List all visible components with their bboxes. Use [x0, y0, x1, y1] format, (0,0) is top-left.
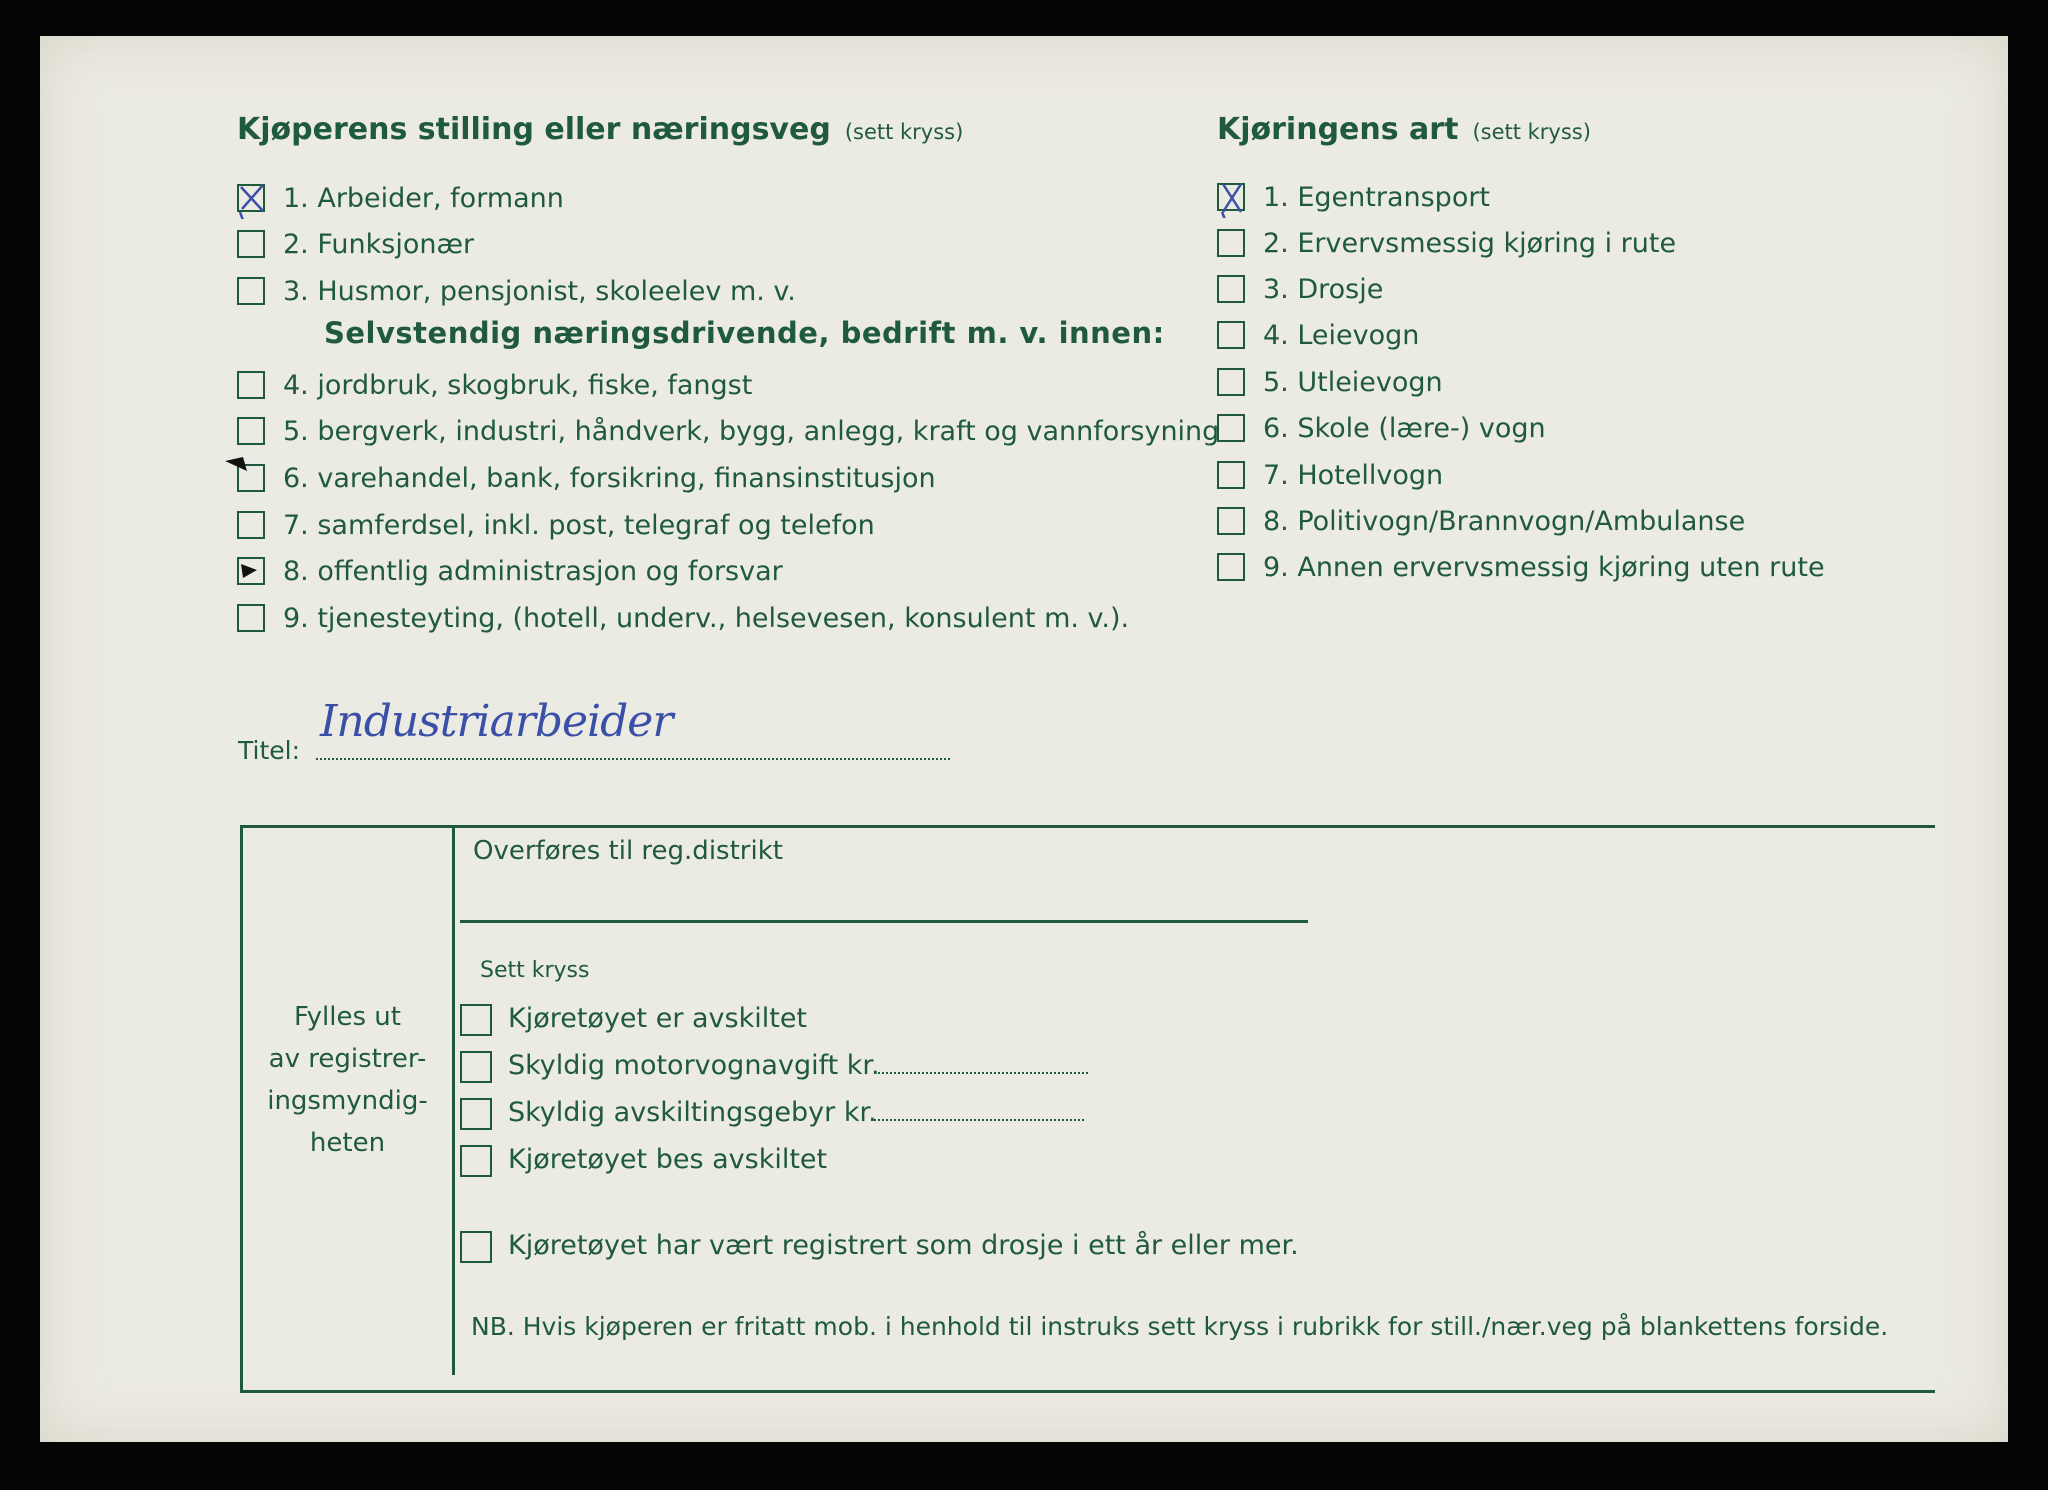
right-item-6-label: 6. Skole (lære-) vogn	[1263, 413, 1546, 444]
checkbox[interactable]	[460, 1145, 492, 1177]
box-divider	[452, 825, 455, 1375]
box-left-border	[240, 825, 243, 1393]
checkbox[interactable]	[1217, 553, 1245, 581]
registry-check-4-label: Kjøretøyet bes avskiltet	[508, 1144, 828, 1175]
left-item-1-label: 1. Arbeider, formann	[283, 183, 564, 214]
registry-check-2-label: Skyldig motorvognavgift kr.	[508, 1050, 880, 1081]
checkbox[interactable]	[1217, 461, 1245, 489]
form-page	[40, 36, 2008, 1442]
titel-handwritten-value[interactable]: Industriarbeider	[320, 696, 673, 747]
right-item-1-label: 1. Egentransport	[1263, 182, 1491, 213]
checkbox[interactable]	[1217, 229, 1245, 257]
side-label-line: ingsmyndig-	[267, 1086, 428, 1116]
right-item-9-label: 9. Annen ervervsmessig kjøring uten rute	[1263, 552, 1825, 583]
registry-side-label	[245, 996, 450, 1164]
right-section-hint: (sett kryss)	[1472, 120, 1591, 144]
checkbox[interactable]	[1217, 368, 1245, 396]
left-item-8-label: 8. offentlig administrasjon og forsvar	[283, 556, 783, 587]
box-bottom-border	[240, 1390, 1935, 1393]
left-section-hint: (sett kryss)	[844, 120, 964, 144]
pen-cross-mark-icon	[235, 179, 269, 219]
right-item-2-label: 2. Ervervsmessig kjøring i rute	[1263, 228, 1677, 259]
registry-check-1-label: Kjøretøyet er avskiltet	[508, 1003, 808, 1034]
box-top-border	[240, 825, 1935, 828]
checkbox[interactable]	[460, 1051, 492, 1083]
right-item-5-label: 5. Utleievogn	[1263, 367, 1443, 398]
self-employed-subheading: Selvstendig næringsdrivende, bedrift m. v. innen:	[324, 316, 1165, 350]
left-section-title	[237, 112, 963, 147]
checkbox[interactable]	[1217, 275, 1245, 303]
checkbox[interactable]	[237, 277, 265, 305]
nb-note: NB. Hvis kjøperen er fritatt mob. i henhold til instruks sett kryss i rubrikk for still./nær.veg på blankettens forside.	[471, 1312, 1889, 1341]
checkbox[interactable]	[237, 604, 265, 632]
right-item-3-label: 3. Drosje	[1263, 274, 1384, 305]
left-item-7-label: 7. samferdsel, inkl. post, telegraf og telefon	[283, 510, 875, 541]
right-section-title-text: Kjøringens art	[1217, 112, 1459, 147]
avskiltingsgebyr-amount-field[interactable]	[874, 1119, 1084, 1121]
drosje-check-label: Kjøretøyet har vært registrert som drosje i ett år eller mer.	[508, 1230, 1299, 1261]
ink-blot-icon	[235, 552, 269, 592]
checkbox[interactable]	[237, 371, 265, 399]
checkbox[interactable]	[460, 1098, 492, 1130]
transfer-label: Overføres til reg.distrikt	[473, 836, 783, 866]
checkbox[interactable]	[1217, 507, 1245, 535]
transfer-input-line[interactable]	[460, 920, 1308, 923]
motorvognavgift-amount-field[interactable]	[878, 1072, 1088, 1074]
pen-cross-mark-icon	[1215, 178, 1249, 218]
titel-dotted-line	[316, 758, 950, 760]
side-label-line: av registrer-	[268, 1044, 427, 1074]
titel-label: Titel:	[238, 736, 300, 765]
left-item-5-label: 5. bergverk, industri, håndverk, bygg, anlegg, kraft og vannforsyning	[283, 416, 1220, 447]
left-item-4-label: 4. jordbruk, skogbruk, fiske, fangst	[283, 370, 753, 401]
registry-check-3-label: Skyldig avskiltingsgebyr kr.	[508, 1097, 877, 1128]
right-item-4-label: 4. Leievogn	[1263, 320, 1420, 351]
checkbox[interactable]	[460, 1004, 492, 1036]
left-section-title-text: Kjøperens stilling eller næringsveg	[237, 112, 831, 147]
checkbox[interactable]	[1217, 414, 1245, 442]
checkbox[interactable]	[237, 230, 265, 258]
left-item-3-label: 3. Husmor, pensjonist, skoleelev m. v.	[283, 276, 796, 307]
side-label-line: Fylles ut	[294, 1002, 401, 1032]
right-item-7-label: 7. Hotellvogn	[1263, 460, 1444, 491]
right-item-8-label: 8. Politivogn/Brannvogn/Ambulanse	[1263, 506, 1746, 537]
sett-kryss-label: Sett kryss	[480, 958, 590, 983]
checkbox[interactable]	[237, 417, 265, 445]
checkbox[interactable]	[237, 511, 265, 539]
ink-blot-icon	[223, 449, 257, 489]
left-item-9-label: 9. tjenesteyting, (hotell, underv., helsevesen, konsulent m. v.).	[283, 603, 1130, 634]
checkbox[interactable]	[460, 1231, 492, 1263]
left-item-2-label: 2. Funksjonær	[283, 229, 475, 260]
checkbox[interactable]	[1217, 321, 1245, 349]
side-label-line: heten	[309, 1128, 386, 1158]
left-item-6-label: 6. varehandel, bank, forsikring, finansinstitusjon	[283, 463, 936, 494]
right-section-title	[1217, 112, 1591, 147]
